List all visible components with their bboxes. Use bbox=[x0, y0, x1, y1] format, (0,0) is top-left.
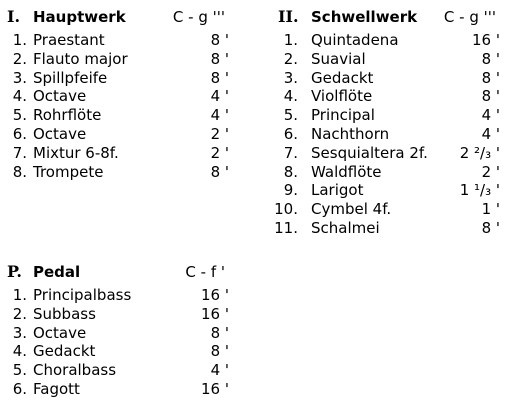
stop-row bbox=[7, 69, 229, 88]
stop-number: 6. bbox=[12, 379, 27, 398]
stop-row bbox=[7, 31, 229, 50]
stop-pitch: 2 ' bbox=[210, 124, 229, 143]
hauptwerk-title: Hauptwerk bbox=[33, 8, 126, 26]
stop-name: Suavial bbox=[311, 49, 366, 68]
stop-pitch: 8 ' bbox=[481, 87, 500, 106]
stop-row bbox=[278, 125, 500, 144]
stop-pitch: 8 ' bbox=[481, 49, 500, 68]
stop-name: Trompete bbox=[33, 162, 104, 181]
stop-number: 7. bbox=[283, 143, 298, 162]
hauptwerk-range: C - g ''' bbox=[172, 8, 225, 26]
pedal-header bbox=[7, 262, 229, 282]
stop-number: 6. bbox=[283, 124, 298, 143]
stop-name: Spillpfeife bbox=[33, 68, 108, 87]
pedal-numeral: P. bbox=[7, 262, 22, 281]
hauptwerk-stop-list bbox=[7, 31, 229, 181]
stop-pitch: 16 ' bbox=[201, 286, 229, 304]
stop-name: Octave bbox=[33, 124, 87, 143]
stop-pitch: 8 ' bbox=[210, 31, 229, 49]
stop-number: 2. bbox=[12, 49, 27, 68]
stop-name: Larigot bbox=[311, 181, 364, 200]
stop-name: Choralbass bbox=[33, 361, 117, 380]
stop-row bbox=[7, 144, 229, 163]
stop-number: 6. bbox=[12, 124, 27, 143]
stop-row bbox=[278, 87, 500, 106]
stop-row bbox=[7, 305, 229, 324]
stop-row bbox=[274, 218, 500, 238]
stop-pitch: 16 ' bbox=[201, 379, 229, 398]
stop-row bbox=[278, 69, 500, 88]
stop-name: Subbass bbox=[33, 304, 96, 323]
hauptwerk-section bbox=[7, 7, 229, 181]
stop-name: Praestant bbox=[33, 31, 105, 49]
stop-name: Gedackt bbox=[33, 342, 96, 361]
hauptwerk-header bbox=[7, 7, 229, 27]
stop-pitch: 4 ' bbox=[481, 106, 500, 125]
stop-pitch: 4 ' bbox=[210, 87, 229, 106]
stop-number: 3. bbox=[12, 68, 27, 87]
stop-name: Flauto major bbox=[33, 49, 128, 68]
stop-pitch: 2 ²/₃ ' bbox=[459, 143, 500, 162]
stop-pitch: 8 ' bbox=[210, 68, 229, 87]
stop-number: 9. bbox=[283, 181, 298, 200]
stop-number: 4. bbox=[12, 342, 27, 361]
stop-pitch: 8 ' bbox=[210, 342, 229, 361]
stop-pitch: 4 ' bbox=[210, 106, 229, 125]
stop-name: Fagott bbox=[33, 379, 80, 398]
stop-name: Gedackt bbox=[311, 68, 374, 87]
stop-pitch: 1 ' bbox=[481, 200, 500, 219]
stop-pitch: 8 ' bbox=[481, 68, 500, 87]
stop-name: Nachthorn bbox=[311, 124, 390, 143]
stop-name: Octave bbox=[33, 87, 87, 106]
stop-name: Rohrflöte bbox=[33, 106, 102, 125]
stop-number: 11. bbox=[274, 218, 298, 237]
pedal-title: Pedal bbox=[33, 263, 81, 281]
pedal-range: C - f ' bbox=[185, 263, 225, 281]
stop-row bbox=[7, 50, 229, 69]
schwellwerk-stop-list bbox=[274, 31, 500, 238]
stop-row bbox=[7, 324, 229, 343]
stop-pitch: 4 ' bbox=[481, 124, 500, 143]
pedal-section bbox=[7, 262, 229, 399]
stop-number: 10. bbox=[274, 200, 298, 219]
stop-number: 1. bbox=[283, 31, 298, 49]
stop-number: 1. bbox=[12, 286, 27, 304]
stop-number: 5. bbox=[12, 361, 27, 380]
stop-number: 2. bbox=[283, 49, 298, 68]
stop-row bbox=[278, 163, 500, 182]
stop-row bbox=[7, 286, 229, 305]
stop-row bbox=[7, 380, 229, 399]
stop-row bbox=[278, 50, 500, 69]
stop-name: Quintadena bbox=[311, 31, 399, 49]
stop-row bbox=[274, 200, 500, 219]
stop-row bbox=[278, 181, 500, 200]
hauptwerk-numeral: I. bbox=[7, 7, 21, 26]
schwellwerk-header bbox=[278, 7, 500, 27]
stop-pitch: 1 ¹/₃ ' bbox=[459, 181, 500, 200]
stop-row bbox=[7, 361, 229, 380]
schwellwerk-numeral: II. bbox=[278, 7, 299, 26]
stop-row bbox=[278, 144, 500, 163]
stop-name: Violflöte bbox=[311, 87, 373, 106]
stop-name: Principalbass bbox=[33, 286, 132, 304]
stop-row bbox=[7, 342, 229, 361]
stop-row bbox=[278, 31, 500, 50]
stop-pitch: 8 ' bbox=[210, 49, 229, 68]
stop-name: Sesquialtera 2f. bbox=[311, 143, 428, 162]
stop-number: 8. bbox=[283, 162, 298, 181]
stop-row bbox=[7, 163, 229, 182]
stop-number: 7. bbox=[12, 143, 27, 162]
stop-pitch: 16 ' bbox=[201, 304, 229, 323]
stop-name: Principal bbox=[311, 106, 375, 125]
stop-row bbox=[7, 125, 229, 144]
stop-name: Schalmei bbox=[311, 218, 380, 237]
stop-pitch: 8 ' bbox=[210, 323, 229, 342]
stop-pitch: 4 ' bbox=[210, 361, 229, 380]
schwellwerk-section bbox=[274, 7, 500, 238]
stop-row bbox=[7, 87, 229, 106]
stop-number: 3. bbox=[283, 68, 298, 87]
stop-name: Mixtur 6-8f. bbox=[33, 143, 119, 162]
stop-pitch: 2 ' bbox=[210, 143, 229, 162]
stop-number: 5. bbox=[283, 106, 298, 125]
stop-name: Octave bbox=[33, 323, 87, 342]
stop-row bbox=[278, 106, 500, 125]
pedal-stop-list bbox=[7, 286, 229, 399]
stop-number: 5. bbox=[12, 106, 27, 125]
stop-row bbox=[7, 106, 229, 125]
stop-number: 4. bbox=[12, 87, 27, 106]
stop-pitch: 2 ' bbox=[481, 162, 500, 181]
stop-name: Waldflöte bbox=[311, 162, 382, 181]
stop-number: 2. bbox=[12, 304, 27, 323]
stop-pitch: 8 ' bbox=[481, 218, 500, 237]
stop-pitch: 16 ' bbox=[472, 31, 500, 49]
stop-number: 1. bbox=[12, 31, 27, 49]
schwellwerk-range: C - g ''' bbox=[443, 8, 496, 26]
stop-number: 8. bbox=[12, 162, 27, 181]
schwellwerk-title: Schwellwerk bbox=[311, 8, 418, 26]
stop-number: 3. bbox=[12, 323, 27, 342]
stop-name: Cymbel 4f. bbox=[311, 200, 392, 219]
stop-pitch: 8 ' bbox=[210, 162, 229, 181]
stop-number: 4. bbox=[283, 87, 298, 106]
